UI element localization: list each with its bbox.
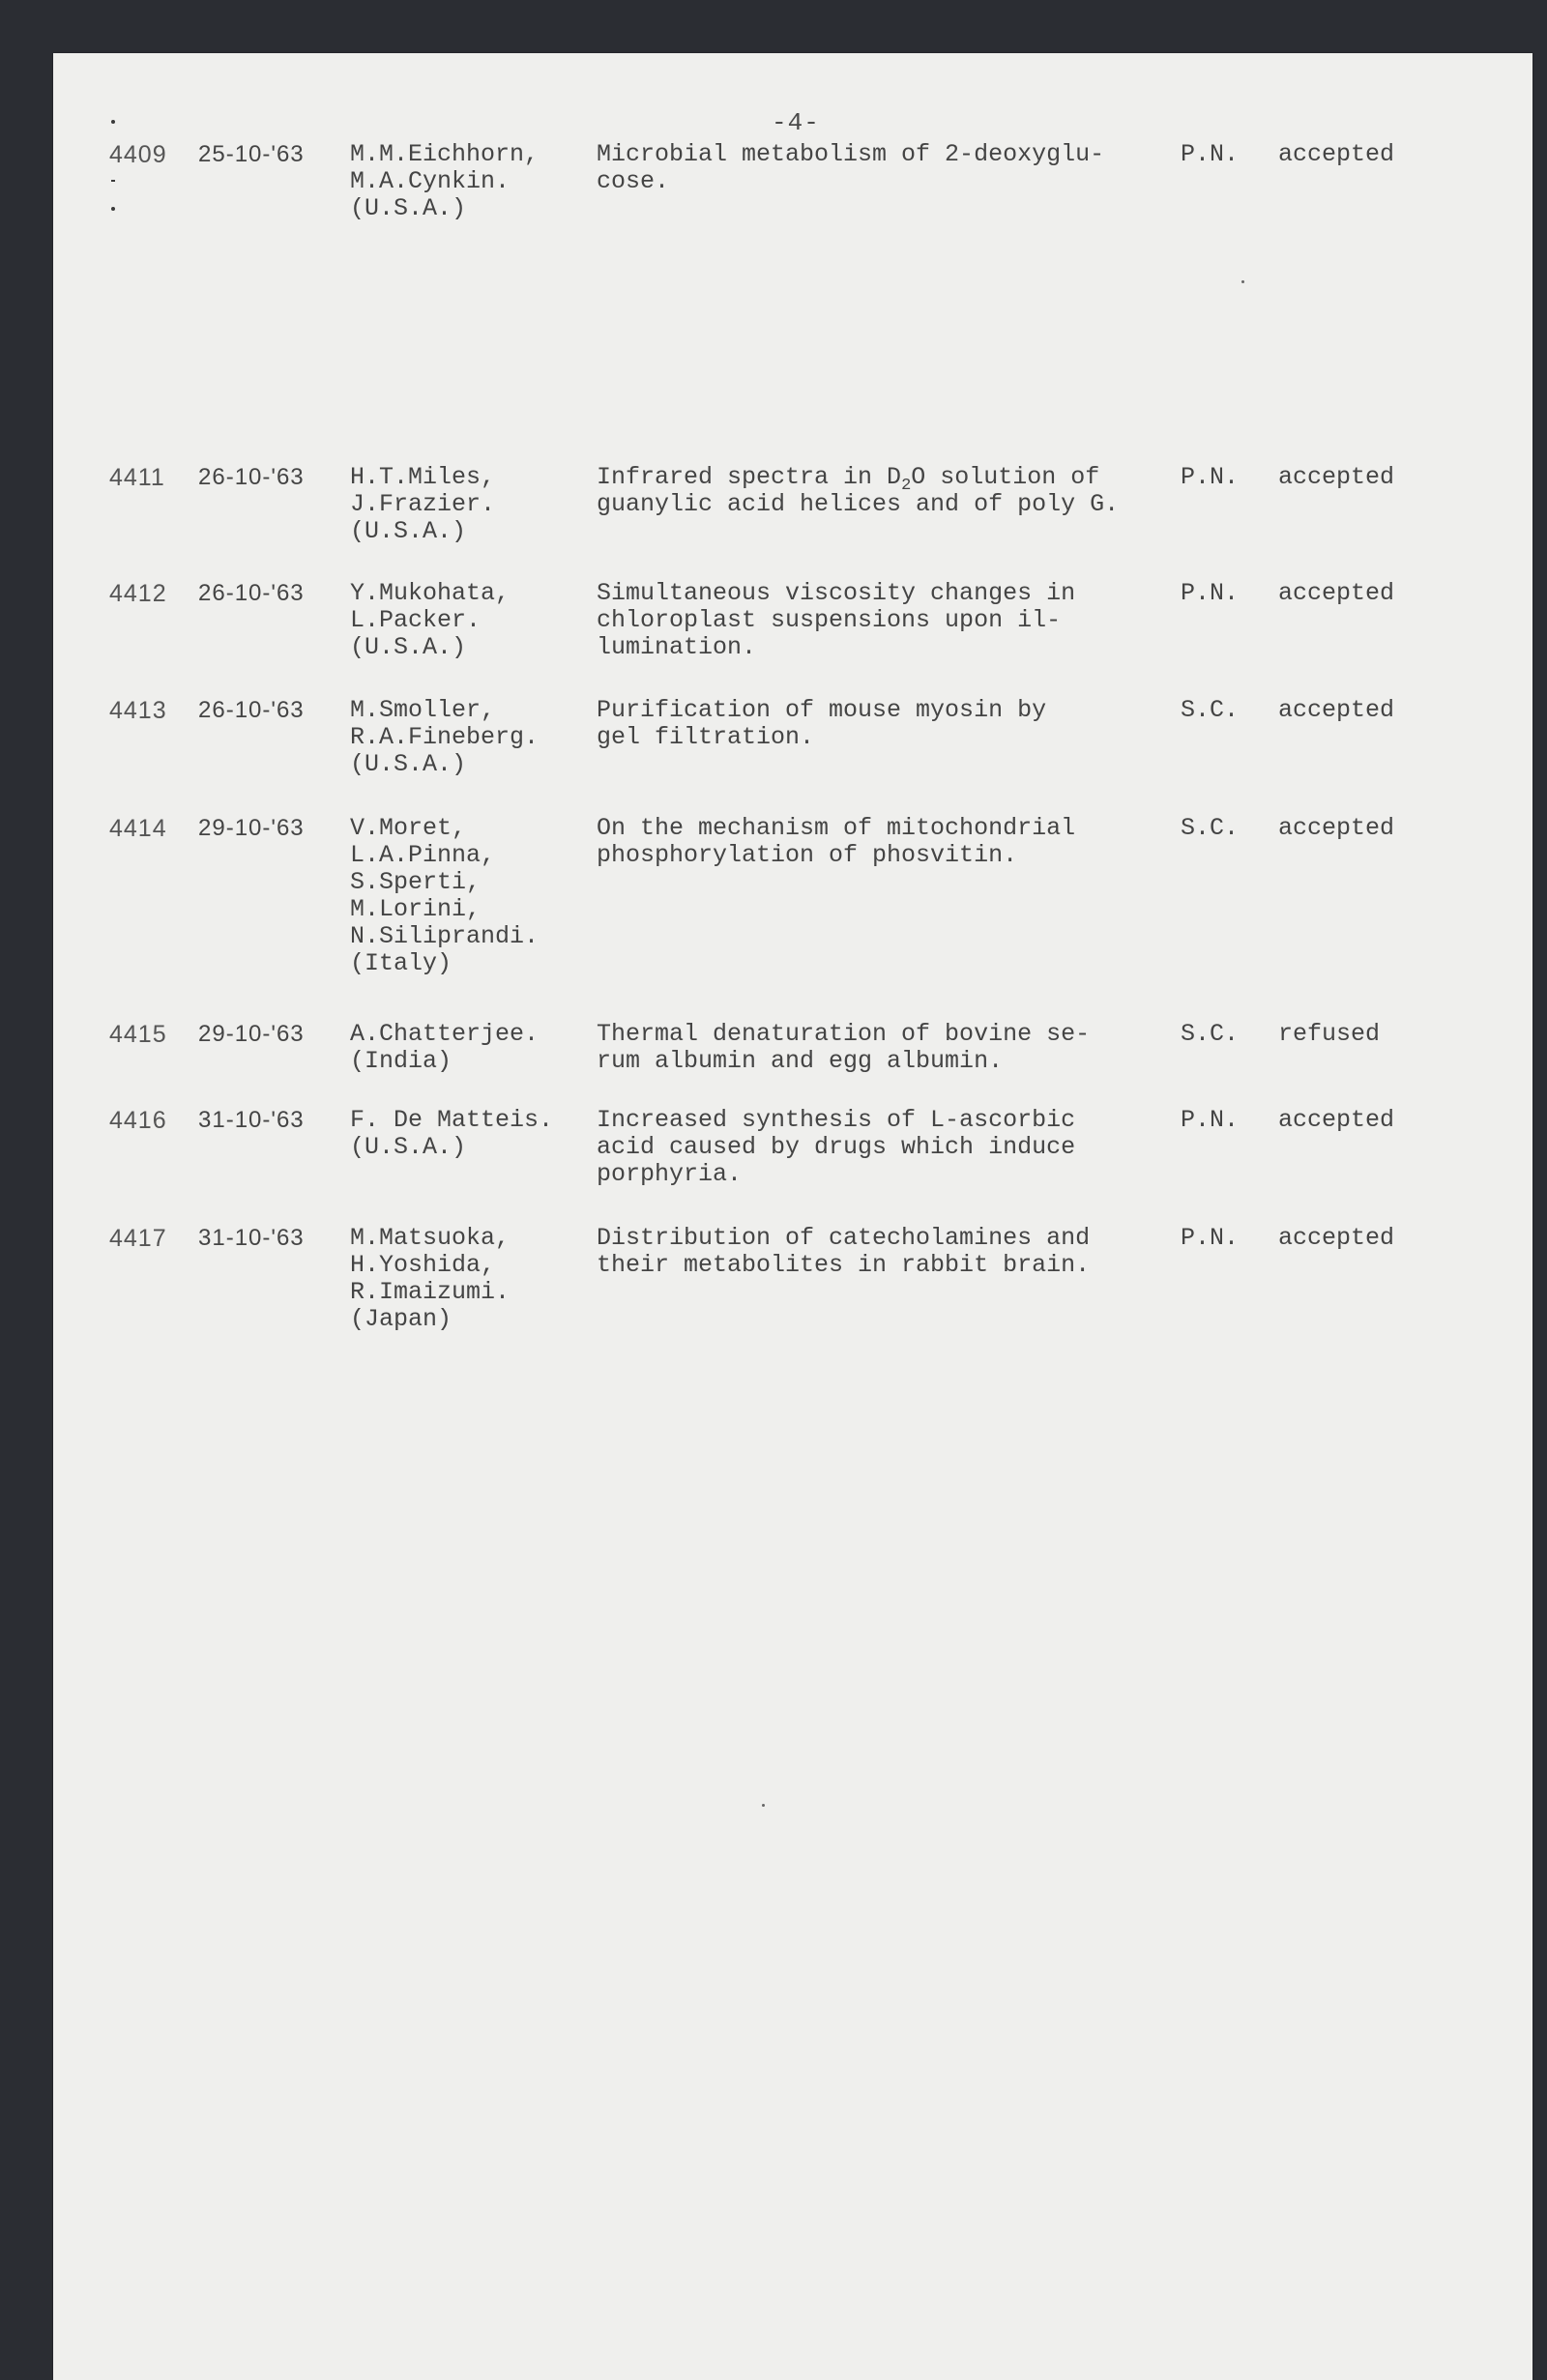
- entry-number: 4409: [109, 141, 167, 168]
- author-line: (U.S.A.): [350, 750, 467, 778]
- title-line: Distribution of catecholamines and: [597, 1224, 1091, 1252]
- author-line: (Italy): [350, 949, 452, 977]
- title-line: Increased synthesis of L-ascorbic: [597, 1106, 1076, 1134]
- entry-authors: [350, 464, 495, 545]
- author-line: J.Frazier.: [350, 490, 496, 518]
- entry-title: [597, 697, 1046, 751]
- title-line: Microbial metabolism of 2-deoxyglu-: [597, 140, 1105, 168]
- author-line: (U.S.A.): [350, 194, 467, 222]
- entry-status: accepted: [1278, 579, 1395, 607]
- entry-authors: [350, 141, 539, 222]
- author-line: F. De Matteis.: [350, 1106, 554, 1134]
- entry-authors: [350, 1225, 510, 1333]
- author-line: M.Lorini,: [350, 895, 482, 923]
- entry-journal: P.N.: [1181, 1106, 1240, 1134]
- entry-journal: S.C.: [1181, 696, 1240, 724]
- entry-status: accepted: [1278, 1106, 1395, 1134]
- title-line: gel filtration.: [597, 723, 815, 751]
- author-line: (U.S.A.): [350, 1133, 467, 1161]
- entry-journal: P.N.: [1181, 140, 1240, 168]
- entry-journal: P.N.: [1181, 463, 1240, 491]
- entry-status: accepted: [1278, 1224, 1395, 1252]
- title-line: On the mechanism of mitochondrial: [597, 814, 1076, 842]
- author-line: H.Yoshida,: [350, 1251, 496, 1279]
- entry-date: 26-10-'63: [198, 580, 305, 606]
- entry-authors: [350, 1107, 553, 1161]
- entry-authors: [350, 1021, 539, 1075]
- title-line: cose.: [597, 167, 670, 195]
- entry-date: 31-10-'63: [198, 1225, 305, 1251]
- entry-number: 4412: [109, 580, 167, 607]
- entry-title: [597, 580, 1075, 661]
- entry-title: [597, 141, 1104, 195]
- author-line: L.Packer.: [350, 606, 482, 634]
- entry-title: [597, 815, 1075, 869]
- title-line: chloroplast suspensions upon il-: [597, 606, 1062, 634]
- document-page: [53, 53, 1532, 2380]
- entry-date: 29-10-'63: [198, 1021, 305, 1047]
- author-line: L.A.Pinna,: [350, 841, 496, 869]
- author-line: M.Matsuoka,: [350, 1224, 511, 1252]
- entry-title: [597, 1225, 1090, 1279]
- author-line: N.Siliprandi.: [350, 922, 540, 950]
- entry-date: 26-10-'63: [198, 697, 305, 723]
- title-line: Simultaneous viscosity changes in: [597, 579, 1076, 607]
- entry-number: 4416: [109, 1107, 167, 1134]
- title-line: [597, 463, 1119, 495]
- entry-status: accepted: [1278, 140, 1395, 168]
- title-line: guanylic acid helices and of poly G.: [597, 490, 1120, 518]
- entry-number: 4414: [109, 815, 167, 842]
- margin-mark: [111, 207, 115, 211]
- author-line: M.M.Eichhorn,: [350, 140, 540, 168]
- paper-speck: [762, 1804, 765, 1807]
- entry-date: 25-10-'63: [198, 141, 305, 167]
- entry-status: accepted: [1278, 463, 1395, 491]
- author-line: M.A.Cynkin.: [350, 167, 511, 195]
- entry-title: [597, 1021, 1090, 1075]
- title-line: rum albumin and egg albumin.: [597, 1047, 1004, 1075]
- entry-title: [597, 464, 1119, 518]
- entry-number: 4417: [109, 1225, 167, 1252]
- entry-date: 31-10-'63: [198, 1107, 305, 1133]
- author-line: (U.S.A.): [350, 517, 467, 545]
- entry-number: 4411: [109, 464, 165, 491]
- author-line: M.Smoller,: [350, 696, 496, 724]
- entry-journal: P.N.: [1181, 1224, 1240, 1252]
- paper-speck: [1241, 280, 1244, 283]
- subscript: 2: [901, 477, 912, 495]
- entry-journal: S.C.: [1181, 1020, 1240, 1048]
- author-line: R.Imaizumi.: [350, 1278, 511, 1306]
- entry-number: 4413: [109, 697, 167, 724]
- author-line: V.Moret,: [350, 814, 467, 842]
- margin-mark: [111, 180, 115, 182]
- title-line: porphyria.: [597, 1160, 743, 1188]
- entry-authors: [350, 697, 539, 778]
- entry-number: 4415: [109, 1021, 167, 1048]
- title-line: lumination.: [597, 633, 757, 661]
- entry-date: 29-10-'63: [198, 815, 305, 841]
- entry-status: accepted: [1278, 696, 1395, 724]
- title-text: O solution of: [911, 463, 1100, 491]
- entry-status: refused: [1278, 1020, 1381, 1048]
- title-line: phosphorylation of phosvitin.: [597, 841, 1018, 869]
- page-number: -4-: [772, 108, 820, 137]
- author-line: R.A.Fineberg.: [350, 723, 540, 751]
- author-line: (Japan): [350, 1305, 452, 1333]
- author-line: H.T.Miles,: [350, 463, 496, 491]
- entry-status: accepted: [1278, 814, 1395, 842]
- title-line: Purification of mouse myosin by: [597, 696, 1047, 724]
- entry-journal: S.C.: [1181, 814, 1240, 842]
- title-line: their metabolites in rabbit brain.: [597, 1251, 1091, 1279]
- author-line: (India): [350, 1047, 452, 1075]
- entry-authors: [350, 580, 510, 661]
- entry-journal: P.N.: [1181, 579, 1240, 607]
- author-line: A.Chatterjee.: [350, 1020, 540, 1048]
- entry-date: 26-10-'63: [198, 464, 305, 490]
- title-line: Thermal denaturation of bovine se-: [597, 1020, 1091, 1048]
- entry-title: [597, 1107, 1075, 1188]
- author-line: (U.S.A.): [350, 633, 467, 661]
- title-line: acid caused by drugs which induce: [597, 1133, 1076, 1161]
- margin-mark: [111, 120, 115, 124]
- author-line: Y.Mukohata,: [350, 579, 511, 607]
- title-text: Infrared spectra in D: [597, 463, 902, 491]
- entry-authors: [350, 815, 539, 977]
- author-line: S.Sperti,: [350, 868, 482, 896]
